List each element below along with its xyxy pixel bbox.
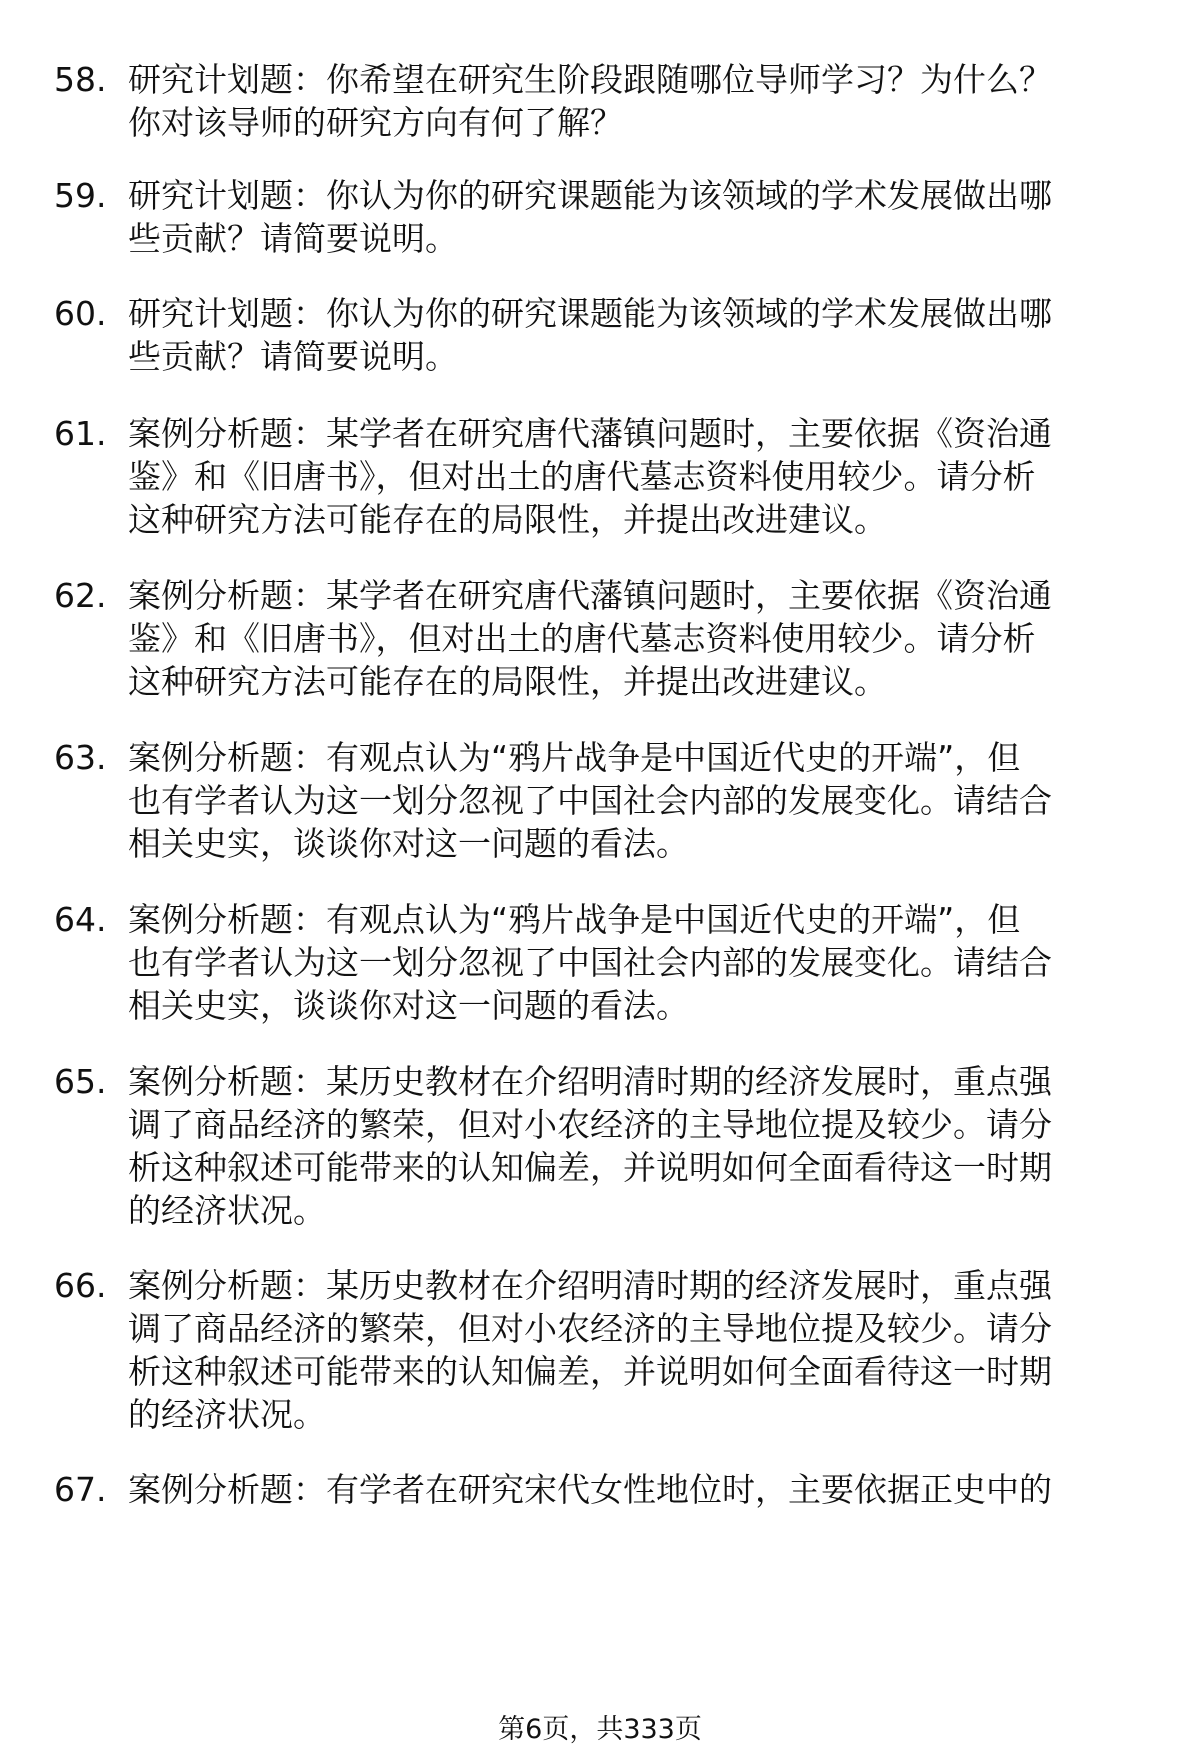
- question-number: 62.: [54, 576, 107, 615]
- question-number: 61.: [54, 414, 107, 453]
- question-text-line: 也有学者认为这一划分忽视了中国社会内部的发展变化。请结合: [128, 943, 1052, 982]
- question-text-line: 案例分析题：有观点认为“鸦片战争是中国近代史的开端”，但: [128, 900, 1021, 939]
- question-text-line: 研究计划题：你认为你的研究课题能为该领域的学术发展做出哪: [128, 176, 1052, 215]
- question-text-line: 案例分析题：有观点认为“鸦片战争是中国近代史的开端”，但: [128, 738, 1021, 777]
- question-text-line: 案例分析题：有学者在研究宋代女性地位时，主要依据正史中的: [128, 1470, 1052, 1509]
- question-text-line: 析这种叙述可能带来的认知偏差，并说明如何全面看待这一时期: [128, 1148, 1052, 1187]
- question-text-line: 也有学者认为这一划分忽视了中国社会内部的发展变化。请结合: [128, 781, 1052, 820]
- question-number: 58.: [54, 60, 107, 99]
- question-text-line: 的经济状况。: [128, 1191, 326, 1230]
- question-text-line: 析这种叙述可能带来的认知偏差，并说明如何全面看待这一时期: [128, 1352, 1052, 1391]
- question-number: 63.: [54, 738, 107, 777]
- question-text-line: 相关史实，谈谈你对这一问题的看法。: [128, 824, 689, 863]
- question-text-line: 鉴》和《旧唐书》，但对出土的唐代墓志资料使用较少。请分析: [128, 619, 1036, 658]
- question-number: 64.: [54, 900, 107, 939]
- question-text-line: 案例分析题：某历史教材在介绍明清时期的经济发展时，重点强: [128, 1062, 1052, 1101]
- question-text-line: 调了商品经济的繁荣，但对小农经济的主导地位提及较少。请分: [128, 1105, 1052, 1144]
- question-number: 66.: [54, 1266, 107, 1305]
- question-number: 65.: [54, 1062, 107, 1101]
- question-text-line: 案例分析题：某学者在研究唐代藩镇问题时，主要依据《资治通: [128, 414, 1052, 453]
- question-number: 60.: [54, 294, 107, 333]
- question-text-line: 的经济状况。: [128, 1395, 326, 1434]
- question-text-line: 你对该导师的研究方向有何了解？: [128, 103, 623, 142]
- question-text-line: 研究计划题：你认为你的研究课题能为该领域的学术发展做出哪: [128, 294, 1052, 333]
- question-number: 67.: [54, 1470, 107, 1509]
- question-text-line: 案例分析题：某学者在研究唐代藩镇问题时，主要依据《资治通: [128, 576, 1052, 615]
- question-text-line: 这种研究方法可能存在的局限性，并提出改进建议。: [128, 500, 887, 539]
- question-text-line: 鉴》和《旧唐书》，但对出土的唐代墓志资料使用较少。请分析: [128, 457, 1036, 496]
- question-text-line: 研究计划题：你希望在研究生阶段跟随哪位导师学习？为什么？: [128, 60, 1052, 99]
- question-text-line: 案例分析题：某历史教材在介绍明清时期的经济发展时，重点强: [128, 1266, 1052, 1305]
- question-text-line: 这种研究方法可能存在的局限性，并提出改进建议。: [128, 662, 887, 701]
- question-text-line: 些贡献？请简要说明。: [128, 219, 458, 258]
- question-text-line: 调了商品经济的繁荣，但对小农经济的主导地位提及较少。请分: [128, 1309, 1052, 1348]
- page-number: 第6页，共333页: [498, 1714, 702, 1745]
- question-text-line: 相关史实，谈谈你对这一问题的看法。: [128, 986, 689, 1025]
- question-number: 59.: [54, 176, 107, 215]
- question-text-line: 些贡献？请简要说明。: [128, 337, 458, 376]
